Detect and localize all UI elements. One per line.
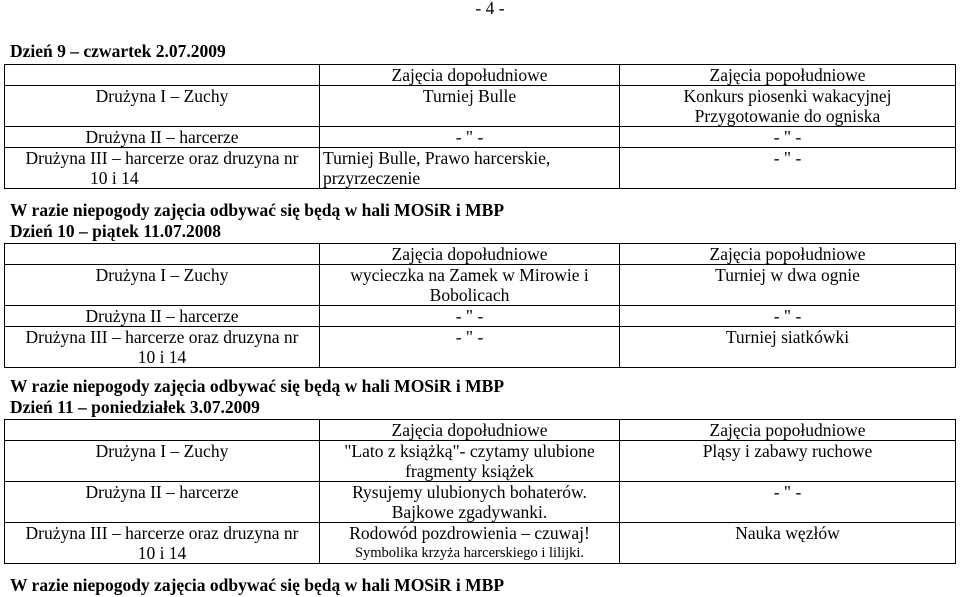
header-cell: Zajęcia dopołudniowe (320, 420, 620, 441)
group-cell: Drużyna I – Zuchy (5, 265, 320, 306)
afternoon-cell: Konkurs piosenki wakacyjnej Przygotowanie do ogniska (620, 86, 956, 127)
weather-note: W razie niepogody zajęcia odbywać się będą w hali MOSiR i MBP (10, 376, 505, 396)
table-row (5, 523, 956, 564)
afternoon-cell: - " - (620, 127, 956, 148)
afternoon-cell: - " - (620, 482, 956, 523)
schedule-table (4, 64, 956, 189)
morning-cell: Rysujemy ulubionych bohaterów. Bajkowe zgadywanki. (320, 482, 620, 523)
afternoon-cell: - " - (620, 148, 956, 189)
header-cell: Zajęcia popołudniowe (620, 244, 956, 265)
morning-cell: "Lato z książką"- czytamy ulubione fragmenty książek (320, 441, 620, 482)
schedule-table (4, 243, 956, 368)
table-row (5, 86, 956, 127)
table-row (5, 306, 956, 327)
afternoon-cell: Turniej siatkówki (620, 327, 956, 368)
header-cell: Zajęcia popołudniowe (620, 65, 956, 86)
header-cell: Zajęcia dopołudniowe (320, 65, 620, 86)
group-cell: Drużyna III – harcerze oraz druzyna nr 10 i 14 (5, 327, 320, 368)
morning-cell: Turniej Bulle (320, 86, 620, 127)
afternoon-cell: Nauka węzłów (620, 523, 956, 564)
table-header-row (5, 244, 956, 265)
weather-note: W razie niepogody zajęcia odbywać się będą w hali MOSiR i MBP (10, 575, 505, 595)
day-title: Dzień 10 – piątek 11.07.2008 (10, 221, 221, 241)
group-cell: Drużyna II – harcerze (5, 482, 320, 523)
group-cell: Drużyna II – harcerze (5, 127, 320, 148)
afternoon-cell: - " - (620, 306, 956, 327)
afternoon-cell: Turniej w dwa ognie (620, 265, 956, 306)
weather-note: W razie niepogody zajęcia odbywać się będą w hali MOSiR i MBP (10, 200, 505, 220)
table-row (5, 265, 956, 306)
table-header-row (5, 420, 956, 441)
group-cell: Drużyna II – harcerze (5, 306, 320, 327)
table-header-row (5, 65, 956, 86)
table-row (5, 127, 956, 148)
morning-cell: - " - (320, 327, 620, 368)
page-number: - 4 - (475, 0, 505, 18)
group-cell: Drużyna I – Zuchy (5, 86, 320, 127)
header-cell: Zajęcia popołudniowe (620, 420, 956, 441)
morning-cell: Rodowód pozdrowienia – czuwaj! Symbolika krzyża harcerskiego i lilijki. (320, 523, 620, 564)
table-row (5, 441, 956, 482)
morning-cell: Turniej Bulle, Prawo harcerskie, przyrzeczenie (320, 148, 620, 189)
group-cell: Drużyna III – harcerze oraz druzyna nr 10 i 14 (5, 148, 320, 189)
table-row (5, 327, 956, 368)
header-cell: Zajęcia dopołudniowe (320, 244, 620, 265)
day-title: Dzień 11 – poniedziałek 3.07.2009 (10, 397, 260, 417)
table-row (5, 148, 956, 189)
group-cell: Drużyna I – Zuchy (5, 441, 320, 482)
header-cell (5, 244, 320, 265)
morning-cell: wycieczka na Zamek w Mirowie i Bobolicach (320, 265, 620, 306)
schedule-table (4, 419, 956, 564)
morning-cell: - " - (320, 306, 620, 327)
table-row (5, 482, 956, 523)
group-cell: Drużyna III – harcerze oraz druzyna nr 10 i 14 (5, 523, 320, 564)
morning-cell: - " - (320, 127, 620, 148)
day-title: Dzień 9 – czwartek 2.07.2009 (10, 41, 226, 61)
afternoon-cell: Pląsy i zabawy ruchowe (620, 441, 956, 482)
header-cell (5, 420, 320, 441)
header-cell (5, 65, 320, 86)
